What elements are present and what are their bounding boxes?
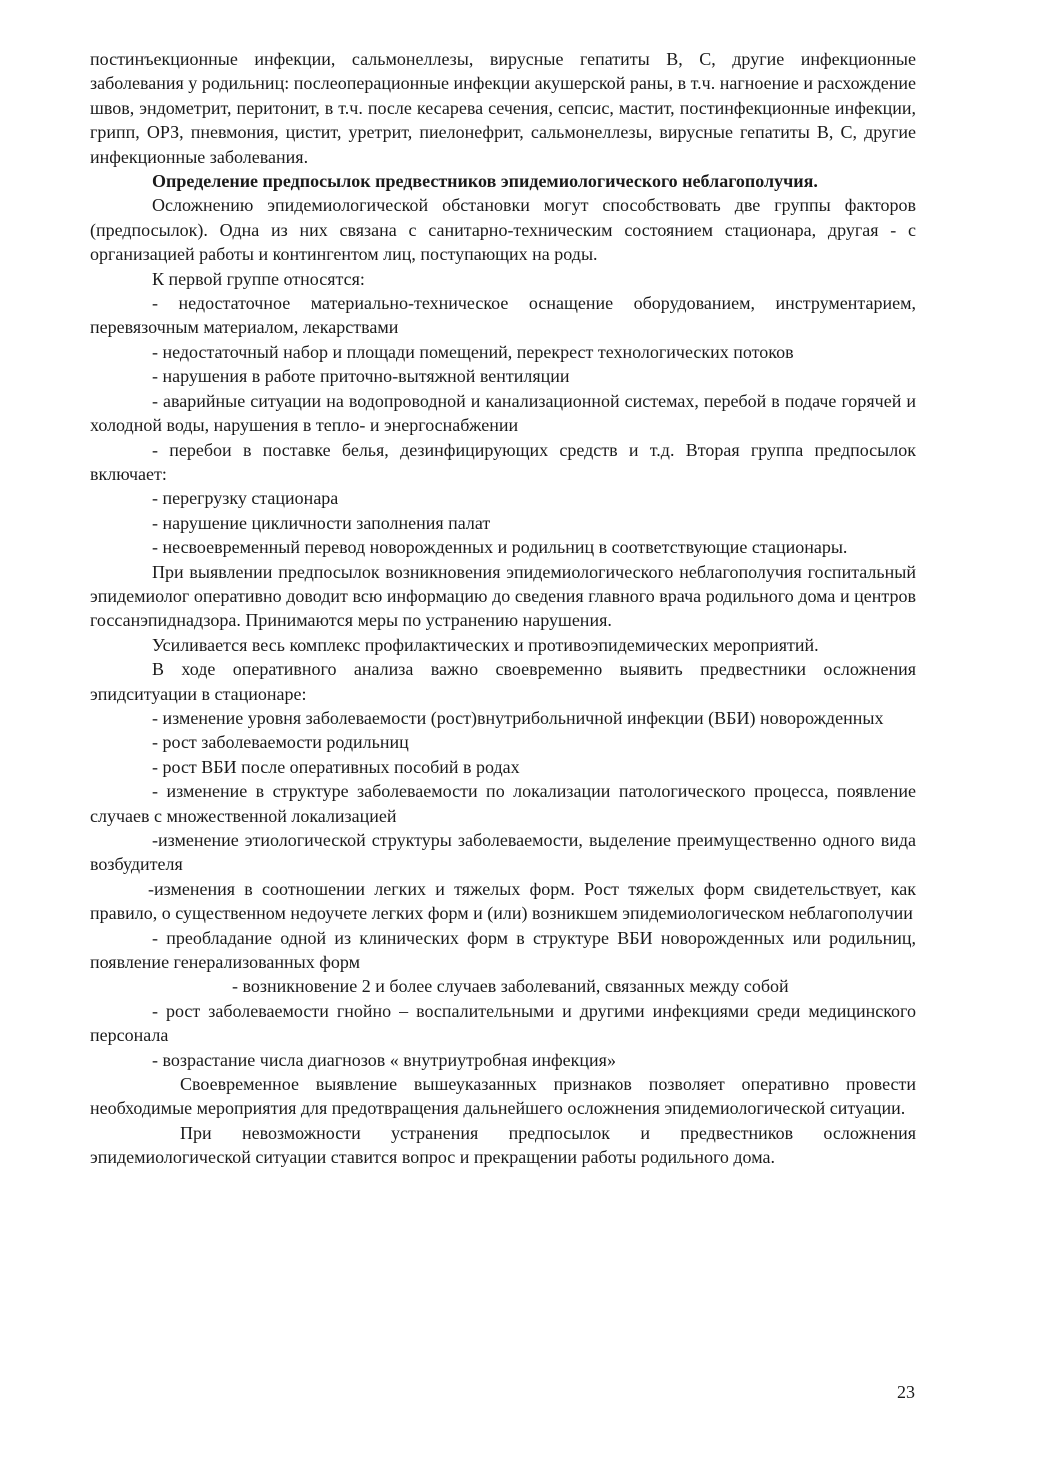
paragraph-infections-list: постинъекционные инфекции, сальмонеллезы, вирусные гепатиты В, С, другие инфекционные заболевания у родильниц: послеоперационные инфекции акушерской раны, в т.ч. нагноение и расхождение швов, эндометрит, перитонит, в т.ч. после кесарева сечения, сепсис, мастит, постинфекционные инфекции, грипп, ОРЗ, пневмония, цистит, уретрит, пиелонефрит, сальмонеллезы, вирусные гепатиты В, С, другие инфекционные заболевания.	[90, 49, 916, 167]
paragraph-first-group-intro: К первой группе относятся:	[152, 268, 365, 289]
list-item: - возрастание числа диагнозов « внутриутробная инфекция»	[152, 1049, 616, 1070]
paragraph-factor-groups: Осложнению эпидемиологической обстановки могут способствовать две группы факторов (предпосылок). Одна из них связана с санитарно-техническим состоянием стационара, другая - с организацией работы и контингентом лиц, поступающих на роды.	[90, 195, 916, 265]
paragraph-measures: Усиливается весь комплекс профилактических и противоэпидемических мероприятий.	[152, 634, 819, 655]
paragraph-closure: При невозможности устранения предпосылок и предвестников осложнения эпидемиологической ситуации ставится вопрос и прекращении работы родильного дома.	[90, 1122, 916, 1168]
section-heading: Определение предпосылок предвестников эпидемиологического неблагополучия.	[152, 171, 818, 192]
list-item: - несвоевременный перевод новорожденных и родильниц в соответствующие стационары.	[152, 537, 848, 558]
list-item: - перегрузку стационара	[152, 488, 339, 509]
list-item: - аварийные ситуации на водопроводной и канализационной системах, перебой в подаче горячей и холодной воды, нарушения в тепло- и энергоснабжении	[90, 390, 916, 436]
list-item: - перебои в поставке белья, дезинфицирующих средств и т.д. Вторая группа предпосылок включает:	[90, 439, 916, 484]
list-item: - рост заболеваемости гнойно – воспалительными и другими инфекциями среди медицинского персонала	[90, 1000, 916, 1046]
list-item: -изменения в соотношении легких и тяжелых форм. Рост тяжелых форм свидетельствует, как правило, о существенном недоучете легких форм и (или) возникшем эпидемиологическом неблагополучии	[90, 878, 916, 924]
list-item: - недостаточное материально-техническое оснащение оборудованием, инструментарием, перевязочным материалом, лекарствами	[90, 293, 916, 338]
list-item: - нарушения в работе приточно-вытяжной вентиляции	[152, 366, 570, 387]
list-item: - возникновение 2 и более случаев заболеваний, связанных между собой	[232, 976, 789, 997]
list-item: - рост ВБИ после оперативных пособий в родах	[152, 756, 520, 777]
paragraph-timely-detection: Своевременное выявление вышеуказанных признаков позволяет оперативно провести необходимые мероприятия для предотвращения дальнейшего осложнения эпидемиологической ситуации.	[90, 1074, 916, 1119]
page-number: 23	[897, 1382, 915, 1402]
list-item: - преобладание одной из клинических форм в структуре ВБИ новорожденных или родильниц, появление генерализованных форм	[90, 927, 916, 973]
list-item: - рост заболеваемости родильниц	[152, 732, 409, 753]
list-item: -изменение этиологической структуры заболеваемости, выделение преимущественно одного вида возбудителя	[90, 830, 916, 875]
list-item: - недостаточный набор и площади помещений, перекрест технологических потоков	[152, 341, 794, 362]
body-text	[90, 47, 916, 1170]
list-item: - изменение в структуре заболеваемости по локализации патологического процесса, появление случаев с множественной локализацией	[90, 781, 916, 826]
paragraph-epidemiologist-actions: При выявлении предпосылок возникновения эпидемиологического неблагополучия госпитальный эпидемиолог оперативно доводит всю информацию до сведения главного врача родильного дома и центров госсанэпиднадзора. Принимаются меры по устранению нарушения.	[90, 561, 916, 631]
paragraph-analysis-intro: В ходе оперативного анализа важно своевременно выявить предвестники осложнения эпидситуации в стационаре:	[90, 659, 916, 704]
list-item: - нарушение цикличности заполнения палат	[152, 512, 491, 533]
list-item: - изменение уровня заболеваемости (рост)внутрибольничной инфекции (ВБИ) новорожденных	[152, 707, 884, 728]
